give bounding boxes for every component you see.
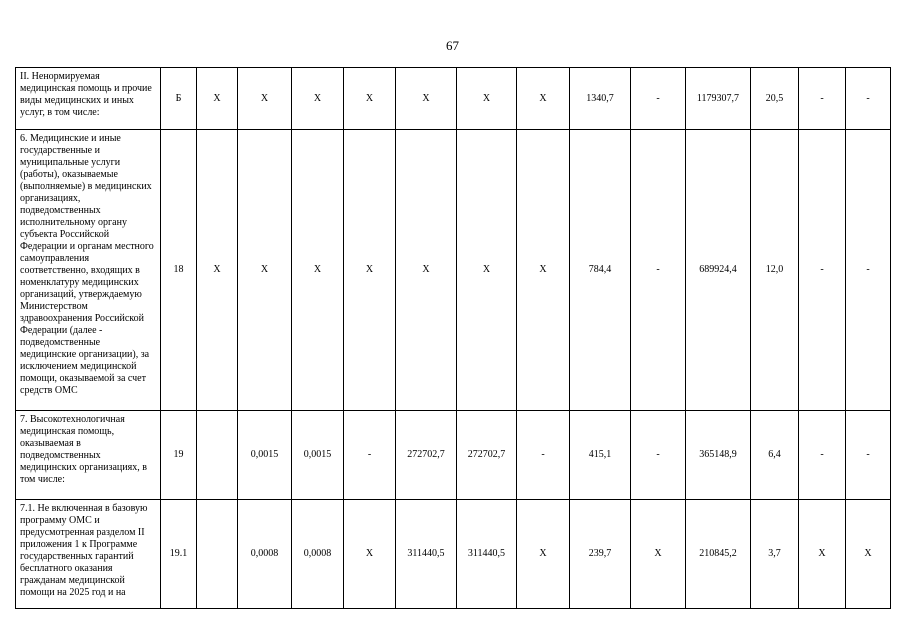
table-row — [16, 68, 891, 130]
table-cell: 3,7 — [751, 500, 799, 609]
table-cell: 0,0008 — [238, 500, 292, 609]
table-row — [16, 411, 891, 500]
row-description: 7. Высокотехнологичная медицинская помощь, оказываемая в подведомственных медицинских организациях, в том числе: — [16, 411, 161, 500]
table-cell — [197, 500, 238, 609]
table-cell: 12,0 — [751, 130, 799, 411]
table-cell: 19.1 — [161, 500, 197, 609]
table-cell: 19 — [161, 411, 197, 500]
table-cell: Х — [292, 130, 344, 411]
table-cell — [197, 411, 238, 500]
table-cell: 415,1 — [570, 411, 631, 500]
table-cell: 0,0015 — [238, 411, 292, 500]
table-cell: Х — [457, 130, 517, 411]
table-cell: Х — [238, 68, 292, 130]
table-cell: - — [799, 411, 846, 500]
table-cell: Х — [517, 500, 570, 609]
row-description: 6. Медицинские и иные государственные и муниципальные услуги (работы), оказываемые (выполняемые) в медицинских организациях, подведомственных исполнительному органу субъекта Российской Федерации и органам местного самоуправления соответственно, входящих в номенклатуру медицинских организаций, утверждаемую Министерством здравоохранения Российской Федерации (далее - подведомственные медицинские организации), за исключением медицинской помощи, оказываемой за счет средств ОМС — [16, 130, 161, 411]
table-cell: Х — [292, 68, 344, 130]
table-cell: 0,0015 — [292, 411, 344, 500]
table-cell: 239,7 — [570, 500, 631, 609]
table-cell: 18 — [161, 130, 197, 411]
table-cell: 272702,7 — [457, 411, 517, 500]
table-cell: Х — [197, 130, 238, 411]
table-cell: Х — [396, 130, 457, 411]
table-cell: Х — [344, 130, 396, 411]
data-table — [15, 67, 891, 609]
table-cell: 1340,7 — [570, 68, 631, 130]
table-cell: Х — [238, 130, 292, 411]
table-cell: 6,4 — [751, 411, 799, 500]
page-number: 67 — [446, 38, 459, 53]
table-cell: Х — [457, 68, 517, 130]
table-cell: - — [799, 130, 846, 411]
table-cell: 365148,9 — [686, 411, 751, 500]
table-cell: Х — [517, 68, 570, 130]
table-cell: 272702,7 — [396, 411, 457, 500]
table-cell: 784,4 — [570, 130, 631, 411]
table-row — [16, 130, 891, 411]
table-cell: Х — [631, 500, 686, 609]
table-cell: 311440,5 — [396, 500, 457, 609]
table-cell: Х — [517, 130, 570, 411]
table-cell: - — [631, 130, 686, 411]
table-cell: Х — [799, 500, 846, 609]
table-cell: - — [344, 411, 396, 500]
table-cell: - — [517, 411, 570, 500]
table-cell: 210845,2 — [686, 500, 751, 609]
table-cell: 20,5 — [751, 68, 799, 130]
table-cell: 0,0008 — [292, 500, 344, 609]
table-cell: - — [846, 411, 891, 500]
table-row — [16, 500, 891, 609]
table-cell: - — [846, 68, 891, 130]
table-cell: - — [631, 411, 686, 500]
table-cell: 1179307,7 — [686, 68, 751, 130]
table-cell: 689924,4 — [686, 130, 751, 411]
table-cell: Х — [846, 500, 891, 609]
table-cell: Х — [396, 68, 457, 130]
table-cell: - — [631, 68, 686, 130]
row-description: II. Ненормируемая медицинская помощь и прочие виды медицинских и иных услуг, в том числе: — [16, 68, 161, 130]
table-cell: 311440,5 — [457, 500, 517, 609]
table-cell: - — [846, 130, 891, 411]
table-cell: - — [799, 68, 846, 130]
table-cell: Х — [344, 68, 396, 130]
table-cell: Х — [344, 500, 396, 609]
table-cell: Б — [161, 68, 197, 130]
table-cell: Х — [197, 68, 238, 130]
row-description: 7.1. Не включенная в базовую программу ОМС и предусмотренная разделом II приложения 1 к Программе государственных гарантий бесплатного оказания гражданам медицинской помощи на 2025 год и на — [16, 500, 161, 609]
